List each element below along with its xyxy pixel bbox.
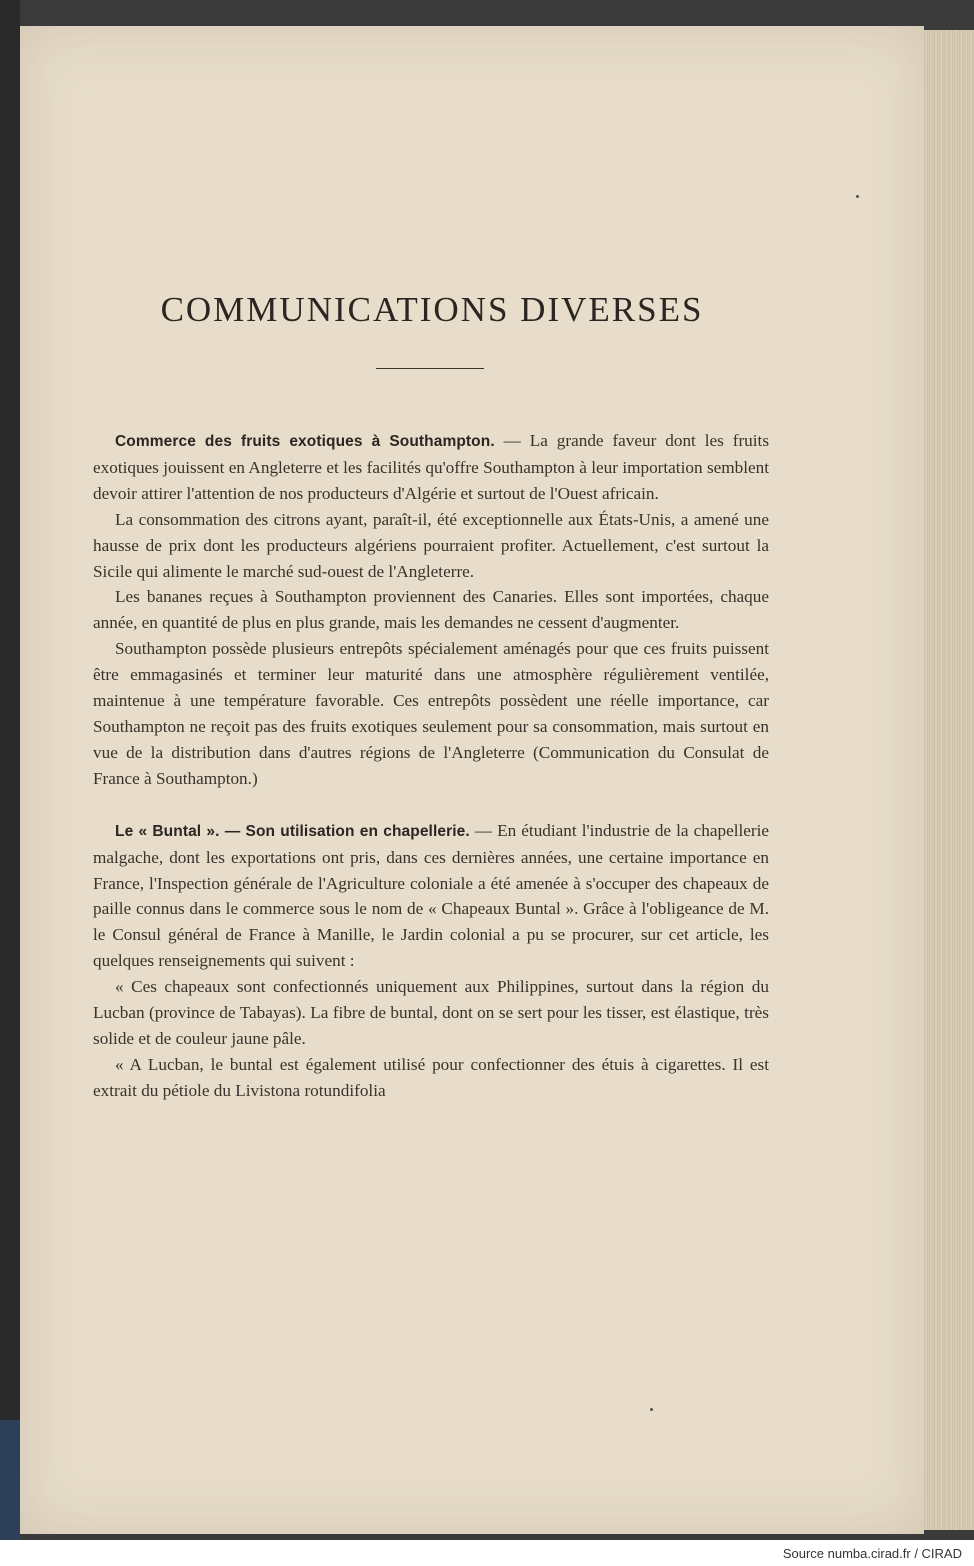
paper-speck [650,1408,653,1411]
paragraph-text: La grande faveur dont les fruits exotiques jouissent en Angleterre et les facilités qu'offre Southampton à leur importation semblent devoir attirer l'attention de nos producteurs d'Algérie et surtout de l'Ouest africain. [93,431,770,503]
article-body [93,428,769,1104]
paragraph: Les bananes reçues à Southampton proviennent des Canaries. Elles sont importées, chaque année, en quantité de plus en plus grande, mais les demandes ne cessent d'augmenter. [93,587,769,633]
paragraph-text: En étudiant l'industrie de la chapellerie malgache, dont les exportations ont pris, dans ces dernières années, une certaine importance en France, l'Inspection générale de l'Agriculture coloniale a été amenée à s'occuper des chapeaux de paille connus dans le commerce sous le nom de « Chapeaux Buntal ». Grâce à l'obligeance de M. le Consul général de France à Manille, le Jardin colonial a pu se procurer, sur cet article, les quelques renseignements qui suivent : [93,820,770,971]
section-fruits-southampton [93,428,769,792]
heading-dash: — [469,820,498,840]
title-divider [376,368,484,369]
paragraph [93,428,769,507]
section-buntal [93,818,769,1104]
paragraph: La consommation des citrons ayant, paraît-il, été exceptionnelle aux États-Unis, a amené une hausse de prix dont les producteurs algériens pourraient profiter. Actuellement, c'est surtout la Sicile qui alimente le marché sud-ouest de l'Angleterre. [93,509,769,581]
heading-dash: — [494,431,530,450]
paragraph [93,818,769,974]
page-stack-edge [918,30,974,1530]
paragraph: Southampton possède plusieurs entrepôts spécialement aménagés pour que ces fruits puissent être emmagasinés et terminer leur maturité dans une atmosphère régulièrement ventilée, maintenue à une température favorable. Ces entrepôts possèdent une réelle importance, car Southampton ne reçoit pas des fruits exotiques seulement pour sa consommation, mais surtout en vue de la distribution dans d'autres régions de l'Angleterre (Communication du Consulat de France à Southampton.) [93,639,769,788]
paragraph: « A Lucban, le buntal est également utilisé pour confectionner des étuis à cigarettes. Il est extrait du pétiole du Livistona rotundifolia [93,1054,769,1100]
paragraph: « Ces chapeaux sont confectionnés uniquement aux Philippines, surtout dans la région du Lucban (province de Tabayas). La fibre de buntal, dont on se sert pour les tisser, est élastique, très solide et de couleur jaune pâle. [93,977,769,1048]
section-heading: Commerce des fruits exotiques à Southampton. [115,433,495,450]
paper-speck [856,195,859,198]
source-footer: Source numba.cirad.fr / CIRAD [782,1546,962,1561]
spine-label [0,1420,20,1540]
section-heading: Le « Buntal ». — Son utilisation en chapellerie. [115,822,470,840]
book-spine-edge [0,0,20,1540]
page-title: COMMUNICATIONS DIVERSES [160,290,704,329]
